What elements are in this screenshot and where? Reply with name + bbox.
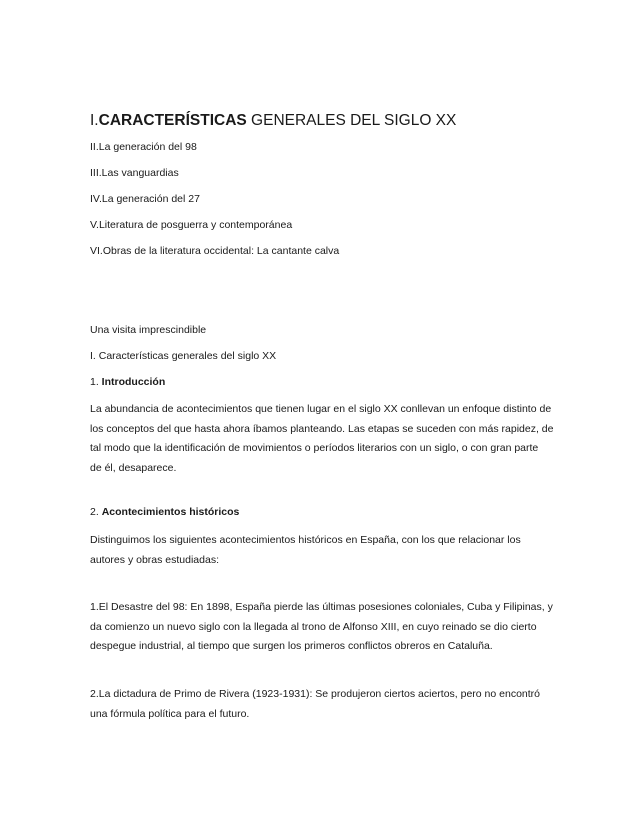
- toc-item-27: IV.La generación del 27: [90, 193, 200, 205]
- title-bold: CARACTERÍSTICAS: [98, 112, 247, 129]
- events-line: Distinguimos los siguientes acontecimientos históricos en España, con los que relacionar los: [90, 534, 521, 546]
- event-item-2-line: una fórmula política para el futuro.: [90, 707, 250, 720]
- events-heading-text: Acontecimientos históricos: [101, 506, 240, 518]
- title-rest: GENERALES DEL SIGLO XX: [246, 112, 457, 129]
- event-item-1-line: 1.El Desastre del 98: En 1898, España pierde las últimas posesiones coloniales, Cuba y Filipinas, y: [90, 601, 553, 613]
- title-prefix: I.: [90, 112, 99, 129]
- intro-number: 1.: [90, 376, 99, 388]
- events-number: 2.: [90, 506, 102, 518]
- event-item-2: [90, 685, 552, 724]
- visit-label: Una visita imprescindible: [90, 324, 207, 336]
- intro-line: La abundancia de acontecimientos que tienen lugar en el siglo XX conllevan un enfoque distinto de: [90, 403, 552, 415]
- events-paragraph: [90, 531, 552, 570]
- intro-line: tal modo que la identificación de movimientos o períodos literarios con un siglo, o con gran parte: [90, 442, 539, 454]
- page-title: [90, 112, 456, 130]
- document-page: [90, 0, 552, 826]
- toc-item-posguerra: V.Literatura de posguerra y contemporánea: [90, 219, 293, 231]
- events-heading: [90, 506, 239, 518]
- intro-paragraph: [90, 400, 552, 478]
- section-heading: I. Características generales del siglo XX: [90, 350, 277, 362]
- intro-heading: [90, 376, 165, 388]
- events-line: autores y obras estudiadas:: [90, 553, 219, 566]
- intro-line: de él, desaparece.: [90, 461, 177, 474]
- event-item-2-line: 2.La dictadura de Primo de Rivera (1923-1931): Se produjeron ciertos aciertos, pero no encontró: [90, 688, 541, 700]
- event-item-1-line: da comienzo un nuevo siglo con la llegada al trono de Alfonso XIII, en cuyo reinado se dio cierto: [90, 620, 537, 633]
- intro-line: los conceptos del que hasta ahora íbamos planteando. Las etapas se suceden con más rapidez, de: [90, 422, 554, 435]
- toc-item-98: II.La generación del 98: [90, 141, 197, 153]
- toc-item-obras: VI.Obras de la literatura occidental: La cantante calva: [90, 245, 340, 257]
- toc-item-vanguardias: III.Las vanguardias: [90, 167, 179, 179]
- event-item-1: [90, 598, 552, 657]
- intro-heading-text: Introducción: [98, 376, 166, 388]
- event-item-1-line: despegue industrial, al tiempo que surgen los primeros conflictos obreros en Cataluña.: [90, 640, 493, 652]
